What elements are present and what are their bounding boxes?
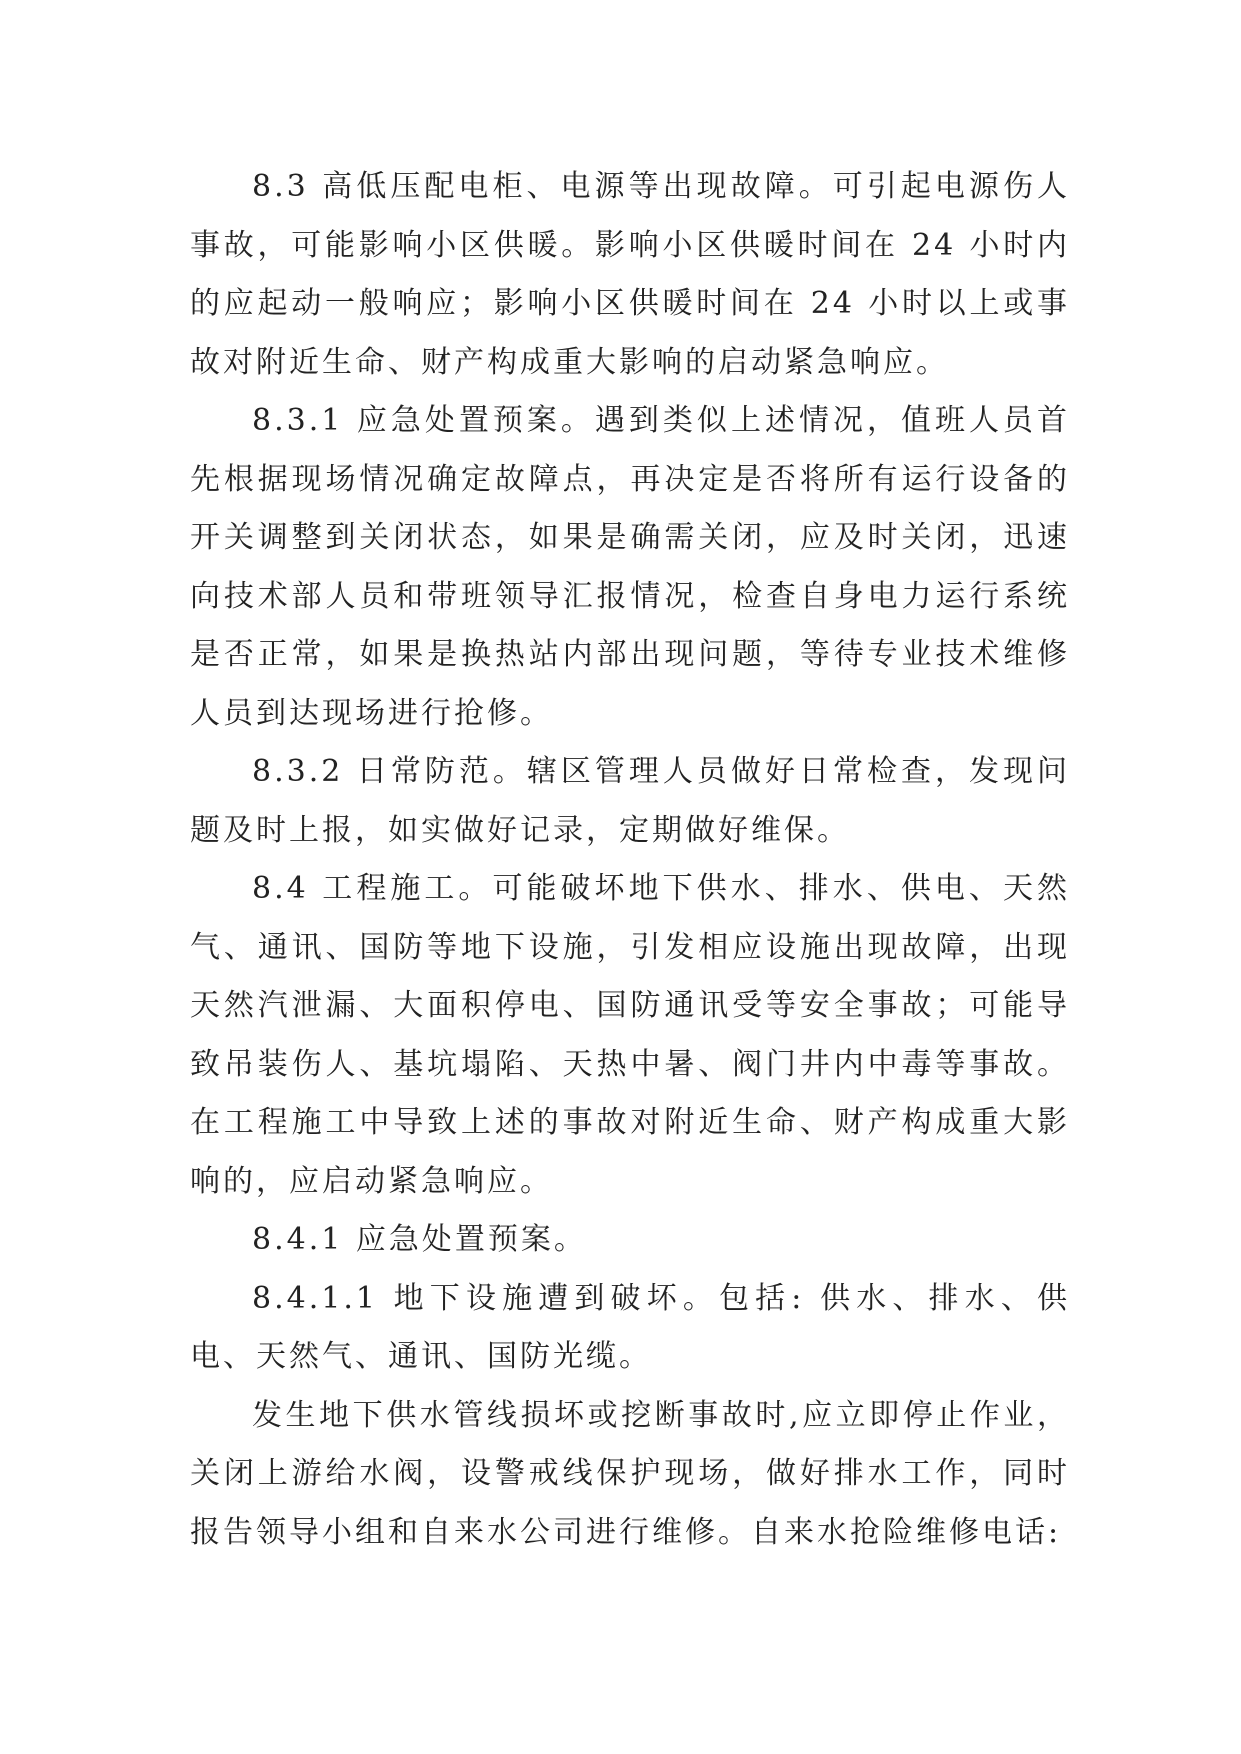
- paragraph-8-4: 8.4 工程施工。可能破坏地下供水、排水、供电、天然气、通讯、国防等地下设施，引发相应设施出现故障，出现天然汽泄漏、大面积停电、国防通讯受等安全事故；可能导致吊装伤人、基坑塌陷、天热中暑、阀门井内中毒等事故。在工程施工中导致上述的事故对附近生命、财产构成重大影响的，应启动紧急响应。: [190, 871, 1070, 1199]
- paragraph-water-pipe-damage: 发生地下供水管线损坏或挖断事故时,应立即停止作业，关闭上游给水阀，设警戒线保护现场，做好排水工作，同时报告领导小组和自来水公司进行维修。自来水抢险维修电话:: [190, 1397, 1070, 1550]
- paragraph-8-3: 8.3 高低压配电柜、电源等出现故障。可引起电源伤人事故，可能影响小区供暖。影响小区供暖时间在 24 小时内的应起动一般响应；影响小区供暖时间在 24 小时以上或事故对附近生命、财产构成重大影响的启动紧急响应。: [190, 169, 1070, 380]
- document-body: [190, 158, 1070, 1562]
- paragraph-8-3-1: 8.3.1 应急处置预案。遇到类似上述情况，值班人员首先根据现场情况确定故障点，再决定是否将所有运行设备的开关调整到关闭状态，如果是确需关闭，应及时关闭，迅速向技术部人员和带班领导汇报情况，检查自身电力运行系统是否正常，如果是换热站内部出现问题，等待专业技术维修人员到达现场进行抢修。: [190, 403, 1070, 731]
- paragraph-8-4-1: 8.4.1 应急处置预案。: [252, 1222, 587, 1257]
- paragraph-8-3-2: 8.3.2 日常防范。辖区管理人员做好日常检查，发现问题及时上报，如实做好记录，定期做好维保。: [190, 754, 1070, 848]
- paragraph-8-4-1-1: 8.4.1.1 地下设施遭到破坏。包括: 供水、排水、供电、天然气、通讯、国防光缆。: [190, 1280, 1070, 1374]
